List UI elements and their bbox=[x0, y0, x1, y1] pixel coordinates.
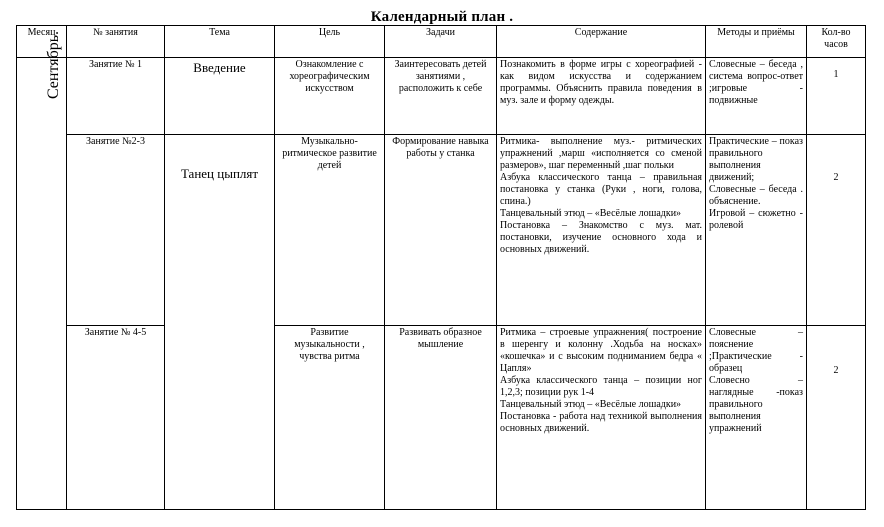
content-line: Азбука классического танца – позиции ног 1,2,3; позиции рук 1-4 bbox=[500, 375, 702, 398]
theme-cell bbox=[165, 135, 275, 510]
content-line: Танцевальный этюд – «Весёлые лошадки» bbox=[500, 399, 682, 410]
methods-line: Словесные – беседа . объяснение. bbox=[709, 184, 803, 207]
header-theme: Тема bbox=[165, 26, 275, 58]
header-hours-line2: часов bbox=[824, 39, 848, 50]
goal-cell: Ознакомление с хореографическим искусством bbox=[275, 58, 385, 135]
content-cell: Познакомить в форме игры с хореографией - как видом искусства и содержанием программы. Объяснить правила поведения в муз. зале и форму одежды. bbox=[497, 58, 706, 135]
lesson-cell: Занятие №2-3 bbox=[67, 135, 165, 326]
tasks-cell: Развивать образное мышление bbox=[385, 326, 497, 510]
hours-value: 2 bbox=[833, 172, 839, 183]
header-month: Месяц bbox=[17, 26, 67, 58]
theme-text: Введение bbox=[193, 60, 246, 75]
content-line: Азбука классического танца – правильная постановка у станка (Руки , ноги, голова, спина.) bbox=[500, 172, 702, 207]
lesson-cell: Занятие № 4-5 bbox=[67, 326, 165, 510]
header-methods: Методы и приёмы bbox=[706, 26, 807, 58]
methods-line: Словесно – наглядные -показ правильного выполнения упражнений bbox=[709, 375, 803, 434]
content-cell bbox=[497, 326, 706, 510]
tasks-cell: Заинтересовать детей занятиями , расположить к себе bbox=[385, 58, 497, 135]
header-lesson-no: № занятия bbox=[67, 26, 165, 58]
header-hours-line1: Кол-во bbox=[821, 27, 851, 38]
goal-cell: Развитие музыкальности , чувства ритма bbox=[275, 326, 385, 510]
hours-cell bbox=[807, 135, 866, 326]
content-cell bbox=[497, 135, 706, 326]
methods-line: ;Практические - образец bbox=[709, 351, 803, 374]
hours-cell bbox=[807, 58, 866, 135]
methods-line: Словесные – пояснение bbox=[709, 327, 803, 350]
header-hours bbox=[807, 26, 866, 58]
table-row bbox=[17, 326, 866, 510]
hours-value: 1 bbox=[833, 69, 839, 80]
calendar-plan-table bbox=[16, 25, 866, 510]
lesson-cell: Занятие № 1 bbox=[67, 58, 165, 135]
methods-cell bbox=[706, 135, 807, 326]
goal-cell: Музыкально-ритмическое развитие детей bbox=[275, 135, 385, 326]
header-content: Содержание bbox=[497, 26, 706, 58]
document-title: Календарный план . bbox=[370, 9, 514, 25]
hours-cell bbox=[807, 326, 866, 510]
header-row bbox=[17, 26, 866, 58]
tasks-cell: Формирование навыка работы у станка bbox=[385, 135, 497, 326]
table-row bbox=[17, 58, 866, 135]
hours-value: 2 bbox=[833, 365, 839, 376]
methods-line: Игровой – сюжетно - ролевой bbox=[709, 208, 803, 231]
content-line: Ритмика – строевые упражнения( построение в шеренгу и колонну .Ходьба на носках» «кошечка» и с высоким подниманием бедра « Цапля» bbox=[500, 327, 702, 374]
table-row bbox=[17, 135, 866, 326]
content-line: Ритмика- выполнение муз.- ритмических упражнений ,марш «исполняется со сменой размеров», шаг переменный ,шаг польки bbox=[500, 136, 702, 171]
methods-cell bbox=[706, 326, 807, 510]
content-line: Танцевальный этюд – «Весёлые лошадки» bbox=[500, 208, 682, 219]
methods-cell: Словесные – беседа , система вопрос-ответ ;игровые - подвижные bbox=[706, 58, 807, 135]
theme-text: Танец цыплят bbox=[180, 166, 259, 181]
header-tasks: Задачи bbox=[385, 26, 497, 58]
methods-line: Практические – показ правильного выполнения движений; bbox=[709, 136, 803, 183]
theme-cell bbox=[165, 58, 275, 135]
content-line: Постановка – Знакомство с муз. мат. постановки, изучение основного хода и основных движений. bbox=[500, 220, 702, 255]
month-label: Сентябрь. bbox=[45, 30, 63, 100]
header-goal: Цель bbox=[275, 26, 385, 58]
content-line: Постановка - работа над техникой выполнения основных движений. bbox=[500, 411, 702, 434]
